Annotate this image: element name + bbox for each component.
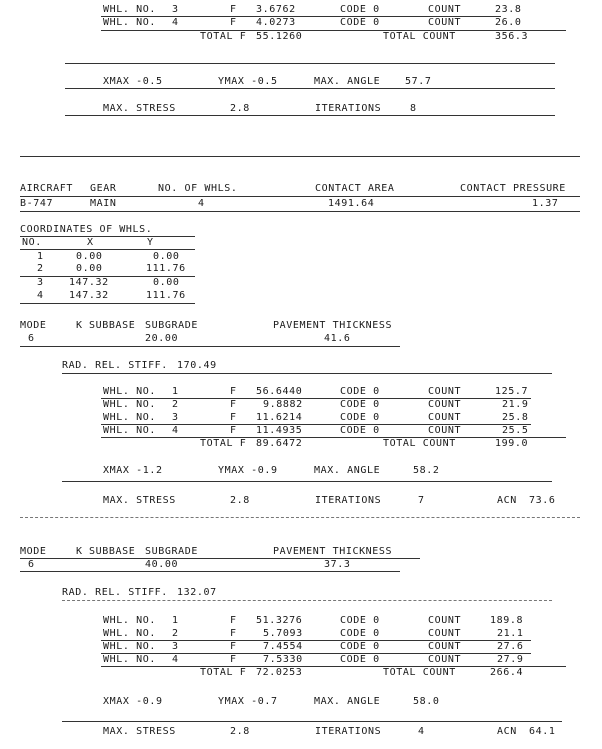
- subgrade-value: 20.00: [145, 333, 179, 344]
- acn-value: 64.1: [529, 726, 556, 737]
- count-label: COUNT: [428, 641, 462, 652]
- f-value: 11.4935: [256, 425, 303, 436]
- total-f-label: TOTAL F: [200, 438, 247, 449]
- whl-number: 2: [172, 399, 179, 410]
- contact-pressure-label: CONTACT PRESSURE: [460, 183, 566, 194]
- mode-value: 6: [28, 559, 35, 570]
- contact-pressure-value: 1.37: [532, 198, 559, 209]
- acn-label: ACN: [497, 726, 517, 737]
- count-label: COUNT: [428, 4, 462, 15]
- count-label: COUNT: [428, 399, 462, 410]
- f-label: F: [230, 641, 237, 652]
- f-label: F: [230, 399, 237, 410]
- code-value: CODE 0: [340, 615, 380, 626]
- coordinates-title: COORDINATES OF WHLS.: [20, 224, 153, 235]
- whl-label: WHL. NO.: [103, 628, 156, 639]
- code-value: CODE 0: [340, 412, 380, 423]
- f-value: 5.7093: [263, 628, 303, 639]
- max-stress-value: 2.8: [230, 495, 250, 506]
- count-value: 125.7: [495, 386, 529, 397]
- coord-no: 1: [37, 251, 44, 262]
- code-value: CODE 0: [340, 425, 380, 436]
- rule: [20, 196, 580, 197]
- count-value: 21.9: [502, 399, 529, 410]
- count-value: 23.8: [495, 4, 522, 15]
- code-value: CODE 0: [340, 628, 380, 639]
- acn-label: ACN: [497, 495, 517, 506]
- whl-label: WHL. NO.: [103, 425, 156, 436]
- total-f-value: 72.0253: [256, 667, 303, 678]
- rad-rel-stiff-value: 170.49: [177, 360, 217, 371]
- mode-value: 6: [28, 333, 35, 344]
- f-label: F: [230, 17, 237, 28]
- code-value: CODE 0: [340, 399, 380, 410]
- code-value: CODE 0: [340, 4, 380, 15]
- aircraft-value: B-747: [20, 198, 54, 209]
- ymax-value: YMAX -0.5: [218, 76, 278, 87]
- count-label: COUNT: [428, 615, 462, 626]
- rule: [101, 653, 531, 654]
- code-value: CODE 0: [340, 17, 380, 28]
- coord-x: 0.00: [76, 251, 103, 262]
- f-label: F: [230, 386, 237, 397]
- whl-number: 3: [172, 412, 179, 423]
- max-angle-value: 58.0: [413, 696, 440, 707]
- rule: [101, 424, 531, 425]
- count-value: 27.6: [497, 641, 524, 652]
- iterations-label: ITERATIONS: [315, 103, 382, 114]
- max-stress-value: 2.8: [230, 726, 250, 737]
- count-label: COUNT: [428, 654, 462, 665]
- whl-number: 1: [172, 386, 179, 397]
- section-divider: [20, 156, 580, 157]
- rule: [65, 63, 555, 64]
- coord-no: 4: [37, 290, 44, 301]
- f-label: F: [230, 4, 237, 15]
- whl-number: 3: [172, 641, 179, 652]
- coord-x: 147.32: [69, 277, 109, 288]
- coord-x: 0.00: [76, 263, 103, 274]
- whl-number: 2: [172, 628, 179, 639]
- max-angle-label: MAX. ANGLE: [314, 465, 381, 476]
- rule: [65, 88, 555, 89]
- f-label: F: [230, 654, 237, 665]
- f-value: 11.6214: [256, 412, 303, 423]
- iterations-label: ITERATIONS: [315, 726, 382, 737]
- rule: [65, 115, 555, 116]
- max-stress-label: MAX. STRESS: [103, 103, 176, 114]
- thickness-value: 37.3: [324, 559, 351, 570]
- f-value: 4.0273: [256, 17, 296, 28]
- max-stress-label: MAX. STRESS: [103, 495, 176, 506]
- col-header-no: NO.: [22, 237, 42, 248]
- iterations-value: 4: [418, 726, 425, 737]
- total-f-value: 89.6472: [256, 438, 303, 449]
- count-value: 25.8: [502, 412, 529, 423]
- max-angle-label: MAX. ANGLE: [314, 76, 381, 87]
- thickness-label: PAVEMENT THICKNESS: [273, 546, 393, 557]
- aircraft-label: AIRCRAFT: [20, 183, 73, 194]
- iterations-label: ITERATIONS: [315, 495, 382, 506]
- max-angle-value: 57.7: [405, 76, 432, 87]
- subgrade-label: SUBGRADE: [145, 546, 198, 557]
- count-label: COUNT: [428, 412, 462, 423]
- total-f-value: 55.1260: [256, 31, 303, 42]
- acn-value: 73.6: [529, 495, 556, 506]
- count-label: COUNT: [428, 425, 462, 436]
- rule: [62, 373, 552, 374]
- coord-no: 2: [37, 263, 44, 274]
- gear-value: MAIN: [90, 198, 117, 209]
- gear-label: GEAR: [90, 183, 117, 194]
- count-label: COUNT: [428, 386, 462, 397]
- rad-rel-stiff-label: RAD. REL. STIFF.: [62, 587, 168, 598]
- subbase-label: SUBBASE: [89, 320, 136, 331]
- dashed-rule: [62, 600, 552, 601]
- rule: [20, 249, 195, 250]
- subbase-label: SUBBASE: [89, 546, 136, 557]
- f-value: 7.5330: [263, 654, 303, 665]
- whl-number: 1: [172, 615, 179, 626]
- rule: [101, 640, 531, 641]
- whl-label: WHL. NO.: [103, 615, 156, 626]
- rule: [20, 571, 400, 572]
- count-label: COUNT: [428, 17, 462, 28]
- whls-value: 4: [198, 198, 205, 209]
- k-label: K: [76, 320, 83, 331]
- coord-no: 3: [37, 277, 44, 288]
- iterations-value: 7: [418, 495, 425, 506]
- code-value: CODE 0: [340, 641, 380, 652]
- thickness-value: 41.6: [324, 333, 351, 344]
- subgrade-label: SUBGRADE: [145, 320, 198, 331]
- col-header-y: Y: [147, 237, 154, 248]
- rad-rel-stiff-label: RAD. REL. STIFF.: [62, 360, 168, 371]
- ymax-value: YMAX -0.9: [218, 465, 278, 476]
- coord-y: 0.00: [153, 277, 180, 288]
- count-value: 27.9: [497, 654, 524, 665]
- total-count-value: 199.0: [495, 438, 529, 449]
- coord-x: 147.32: [69, 290, 109, 301]
- whl-label: WHL. NO.: [103, 386, 156, 397]
- count-label: COUNT: [428, 628, 462, 639]
- total-count-value: 356.3: [495, 31, 529, 42]
- total-count-value: 266.4: [490, 667, 524, 678]
- rule: [20, 558, 420, 559]
- count-value: 26.0: [495, 17, 522, 28]
- count-value: 189.8: [490, 615, 524, 626]
- mode-label: MODE: [20, 320, 47, 331]
- rule: [62, 481, 552, 482]
- f-value: 56.6440: [256, 386, 303, 397]
- rule: [20, 211, 580, 212]
- total-f-label: TOTAL F: [200, 31, 247, 42]
- dashed-rule: [20, 517, 580, 518]
- rule: [20, 303, 195, 304]
- f-label: F: [230, 615, 237, 626]
- f-label: F: [230, 628, 237, 639]
- rad-rel-stiff-value: 132.07: [177, 587, 217, 598]
- rule: [20, 346, 400, 347]
- rule: [101, 398, 531, 399]
- max-angle-label: MAX. ANGLE: [314, 696, 381, 707]
- f-value: 51.3276: [256, 615, 303, 626]
- total-count-label: TOTAL COUNT: [383, 667, 456, 678]
- xmax-value: XMAX -0.9: [103, 696, 163, 707]
- max-stress-label: MAX. STRESS: [103, 726, 176, 737]
- mode-label: MODE: [20, 546, 47, 557]
- whls-label: NO. OF WHLS.: [158, 183, 238, 194]
- f-value: 9.8882: [263, 399, 303, 410]
- max-stress-value: 2.8: [230, 103, 250, 114]
- subgrade-value: 40.00: [145, 559, 179, 570]
- whl-number: 3: [172, 4, 179, 15]
- whl-label: WHL. NO.: [103, 17, 156, 28]
- k-label: K: [76, 546, 83, 557]
- thickness-label: PAVEMENT THICKNESS: [273, 320, 393, 331]
- f-value: 7.4554: [263, 641, 303, 652]
- ymax-value: YMAX -0.7: [218, 696, 278, 707]
- rule: [62, 721, 562, 722]
- coord-y: 111.76: [146, 263, 186, 274]
- total-count-label: TOTAL COUNT: [383, 31, 456, 42]
- coord-y: 0.00: [153, 251, 180, 262]
- rule: [20, 236, 195, 237]
- total-f-label: TOTAL F: [200, 667, 247, 678]
- coord-y: 111.76: [146, 290, 186, 301]
- iterations-value: 8: [410, 103, 417, 114]
- xmax-value: XMAX -0.5: [103, 76, 163, 87]
- contact-area-label: CONTACT AREA: [315, 183, 395, 194]
- code-value: CODE 0: [340, 654, 380, 665]
- col-header-x: X: [87, 237, 94, 248]
- count-value: 21.1: [497, 628, 524, 639]
- whl-label: WHL. NO.: [103, 412, 156, 423]
- max-angle-value: 58.2: [413, 465, 440, 476]
- f-label: F: [230, 412, 237, 423]
- total-count-label: TOTAL COUNT: [383, 438, 456, 449]
- count-value: 25.5: [502, 425, 529, 436]
- whl-number: 4: [172, 17, 179, 28]
- whl-label: WHL. NO.: [103, 399, 156, 410]
- whl-number: 4: [172, 654, 179, 665]
- xmax-value: XMAX -1.2: [103, 465, 163, 476]
- whl-number: 4: [172, 425, 179, 436]
- whl-label: WHL. NO.: [103, 4, 156, 15]
- code-value: CODE 0: [340, 386, 380, 397]
- whl-label: WHL. NO.: [103, 654, 156, 665]
- f-label: F: [230, 425, 237, 436]
- contact-area-value: 1491.64: [328, 198, 375, 209]
- whl-label: WHL. NO.: [103, 641, 156, 652]
- f-value: 3.6762: [256, 4, 296, 15]
